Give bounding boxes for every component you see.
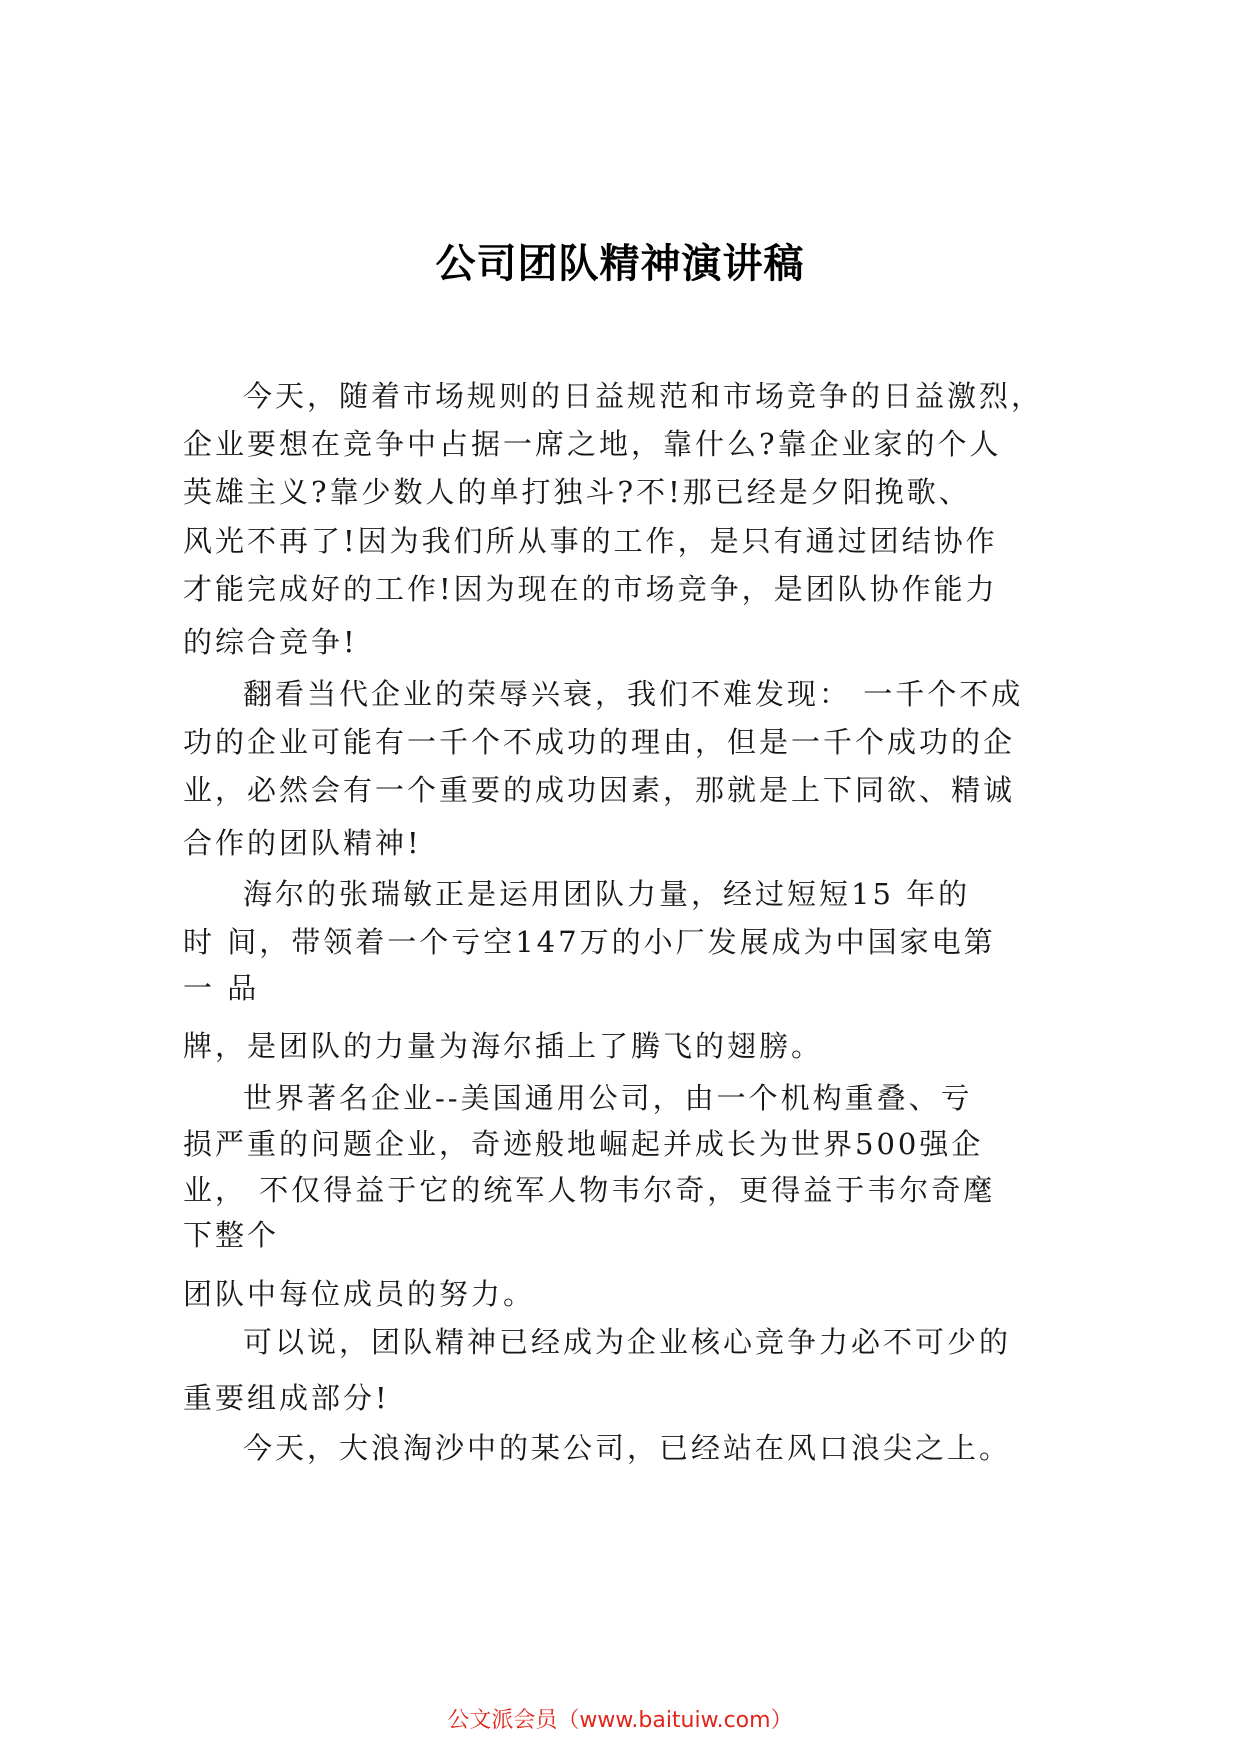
paragraph-5-line-2: 重要组成部分! xyxy=(183,1381,390,1415)
paragraph-1-line-4: 风光不再了!因为我们所从事的工作，是只有通过团结协作 xyxy=(183,524,998,558)
paragraph-4-line-2: 损严重的问题企业，奇迹般地崛起并成长为世界500强企 xyxy=(183,1127,984,1161)
footer-watermark: 公文派会员（www.baituiw.com） xyxy=(447,1708,793,1733)
paragraph-3-line-3: 一 品 xyxy=(183,971,260,1005)
paragraph-2-line-1: 翻看当代企业的荣辱兴衰，我们不难发现： 一千个不成 xyxy=(243,677,1024,711)
paragraph-2-line-4: 合作的团队精神! xyxy=(183,826,422,860)
paragraph-6-line-1: 今天，大浪淘沙中的某公司，已经站在风口浪尖之上。 xyxy=(243,1431,1012,1465)
paragraph-3-line-1: 海尔的张瑞敏正是运用团队力量，经过短短15 年的 xyxy=(243,877,971,911)
paragraph-4-line-5: 团队中每位成员的努力。 xyxy=(183,1277,536,1311)
paragraph-5-line-1: 可以说，团队精神已经成为企业核心竞争力必不可少的 xyxy=(243,1325,1012,1359)
paragraph-1-line-1: 今天，随着市场规则的日益规范和市场竞争的日益激烈， xyxy=(243,379,1044,413)
paragraph-1-line-5: 才能完成好的工作!因为现在的市场竞争，是团队协作能力 xyxy=(183,572,998,606)
paragraph-1-line-6: 的综合竞争! xyxy=(183,625,358,659)
paragraph-4-line-3: 业， 不仅得益于它的统军人物韦尔奇，更得益于韦尔奇麾 xyxy=(183,1173,996,1207)
paragraph-3-line-4: 牌，是团队的力量为海尔插上了腾飞的翅膀。 xyxy=(183,1029,824,1063)
document-title: 公司团队精神演讲稿 xyxy=(435,241,805,287)
paragraph-4-line-4: 下整个 xyxy=(183,1218,280,1252)
paragraph-1-line-3: 英雄主义?靠少数人的单打独斗?不!那已经是夕阳挽歌、 xyxy=(183,475,971,509)
paragraph-2-line-2: 功的企业可能有一千个不成功的理由，但是一千个成功的企 xyxy=(183,725,1016,759)
paragraph-3-line-2: 时 间，带领着一个亏空147万的小厂发展成为中国家电第 xyxy=(183,925,996,959)
paragraph-1-line-2: 企业要想在竞争中占据一席之地，靠什么?靠企业家的个人 xyxy=(183,427,1002,461)
paragraph-4-line-1: 世界著名企业--美国通用公司，由一个机构重叠、亏 xyxy=(243,1081,973,1115)
paragraph-2-line-3: 业，必然会有一个重要的成功因素，那就是上下同欲、精诚 xyxy=(183,773,1016,807)
